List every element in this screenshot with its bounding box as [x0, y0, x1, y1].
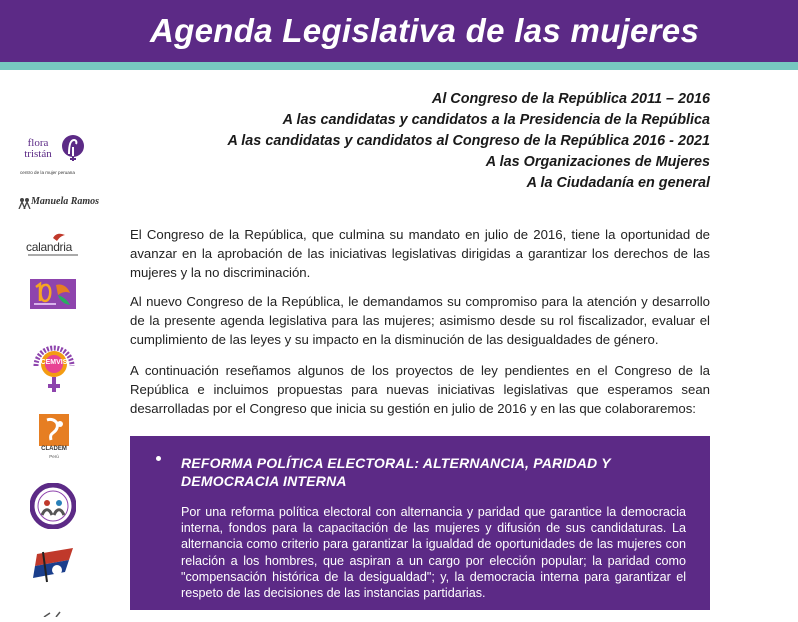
addressee-list — [227, 89, 710, 194]
anniversary-emblem-icon — [30, 279, 76, 309]
anniversary-logo — [30, 279, 76, 309]
manuela-ramos-figure-icon — [17, 197, 31, 209]
section-heading: REFORMA POLÍTICA ELECTORAL: ALTERNANCIA, PARIDAD Y DEMOCRACIA INTERNA — [181, 455, 611, 489]
calandria-tagline — [28, 254, 78, 256]
intro-paragraph-3: A continuación reseñamos algunos de los proyectos de ley pendientes en el Congreso de la República e incluimos propuestas para nuevas iniciativas legislativas que esperamos sean desarrolladas por el Congreso que inicia su gestión en julio de 2016 y en las que colaboraremos: — [130, 363, 710, 416]
partial-logo-icon — [40, 611, 70, 617]
flora-tristan-emblem-icon — [61, 134, 85, 162]
page-header — [0, 0, 798, 62]
flora-tristan-wordmark: flora tristán — [24, 137, 52, 160]
cladem-emblem-icon — [33, 414, 75, 450]
cladem-logo — [33, 414, 75, 462]
addressee-line: A las candidatas y candidatos al Congreso de la República 2016 - 2021 — [227, 133, 710, 149]
round-seal-icon — [30, 483, 76, 529]
cladem-wordmark: CLADEM — [41, 446, 67, 452]
logo-sidebar — [0, 110, 130, 610]
flag-emblem-icon — [33, 546, 77, 586]
flag-logo — [33, 546, 77, 586]
cemvis-wordmark: CEMVIS — [40, 359, 68, 366]
calandria-wordmark: calandria — [26, 240, 72, 254]
page-title: Agenda Legislativa de las mujeres — [150, 12, 700, 49]
section-text: Por una reforma política electoral con alternancia y paridad que garantice la democracia interna, fondos para la capacitación de las mujeres y difusión de sus candidaturas. La alternancia como criterio para garantizar la igualdad de oportunidades de las mujeres con relación a los hombres, que aspiran a un cargo por elección popular; la paridad como "compensación histórica de la desigualdad"; y, la democracia interna para garantizar el respeto de las decisiones de las instancias partidarias. — [181, 505, 686, 601]
section-box — [130, 436, 710, 610]
flora-tristan-subtitle: centro de la mujer peruana — [20, 170, 75, 175]
bullet-icon — [156, 456, 161, 461]
cladem-country: Perú — [49, 454, 59, 459]
manuela-ramos-logo — [17, 196, 101, 210]
cemvis-logo — [26, 336, 82, 396]
intro-paragraph-1: El Congreso de la República, que culmina su mandato en julio de 2016, tiene la oportunidad de avanzar en la aprobación de las iniciativas legislativas dirigidas a garantizar los derechos de las mujeres y la no discriminación. — [130, 227, 710, 280]
header-divider — [0, 62, 798, 70]
addressee-line: A las candidatas y candidatos a la Presidencia de la República — [282, 112, 710, 128]
manuela-ramos-wordmark: Manuela Ramos — [31, 196, 100, 207]
calandria-logo — [26, 232, 82, 258]
flora-tristan-logo — [20, 134, 92, 180]
addressee-line: Al Congreso de la República 2011 – 2016 — [431, 91, 710, 107]
round-seal-logo — [30, 483, 76, 529]
partial-logo — [40, 604, 70, 610]
cemvis-venus-icon — [26, 336, 82, 396]
addressee-line: A la Ciudadanía en general — [526, 175, 710, 191]
addressee-line: A las Organizaciones de Mujeres — [485, 154, 710, 170]
intro-paragraph-2: Al nuevo Congreso de la República, le demandamos su compromiso para la atención y desarrollo de la presente agenda legislativa para las mujeres; asimismo desde su rol fiscalizador, evaluar el cumplimiento de las leyes y su impacto en la disminución de las desigualdades de género. — [130, 294, 710, 347]
